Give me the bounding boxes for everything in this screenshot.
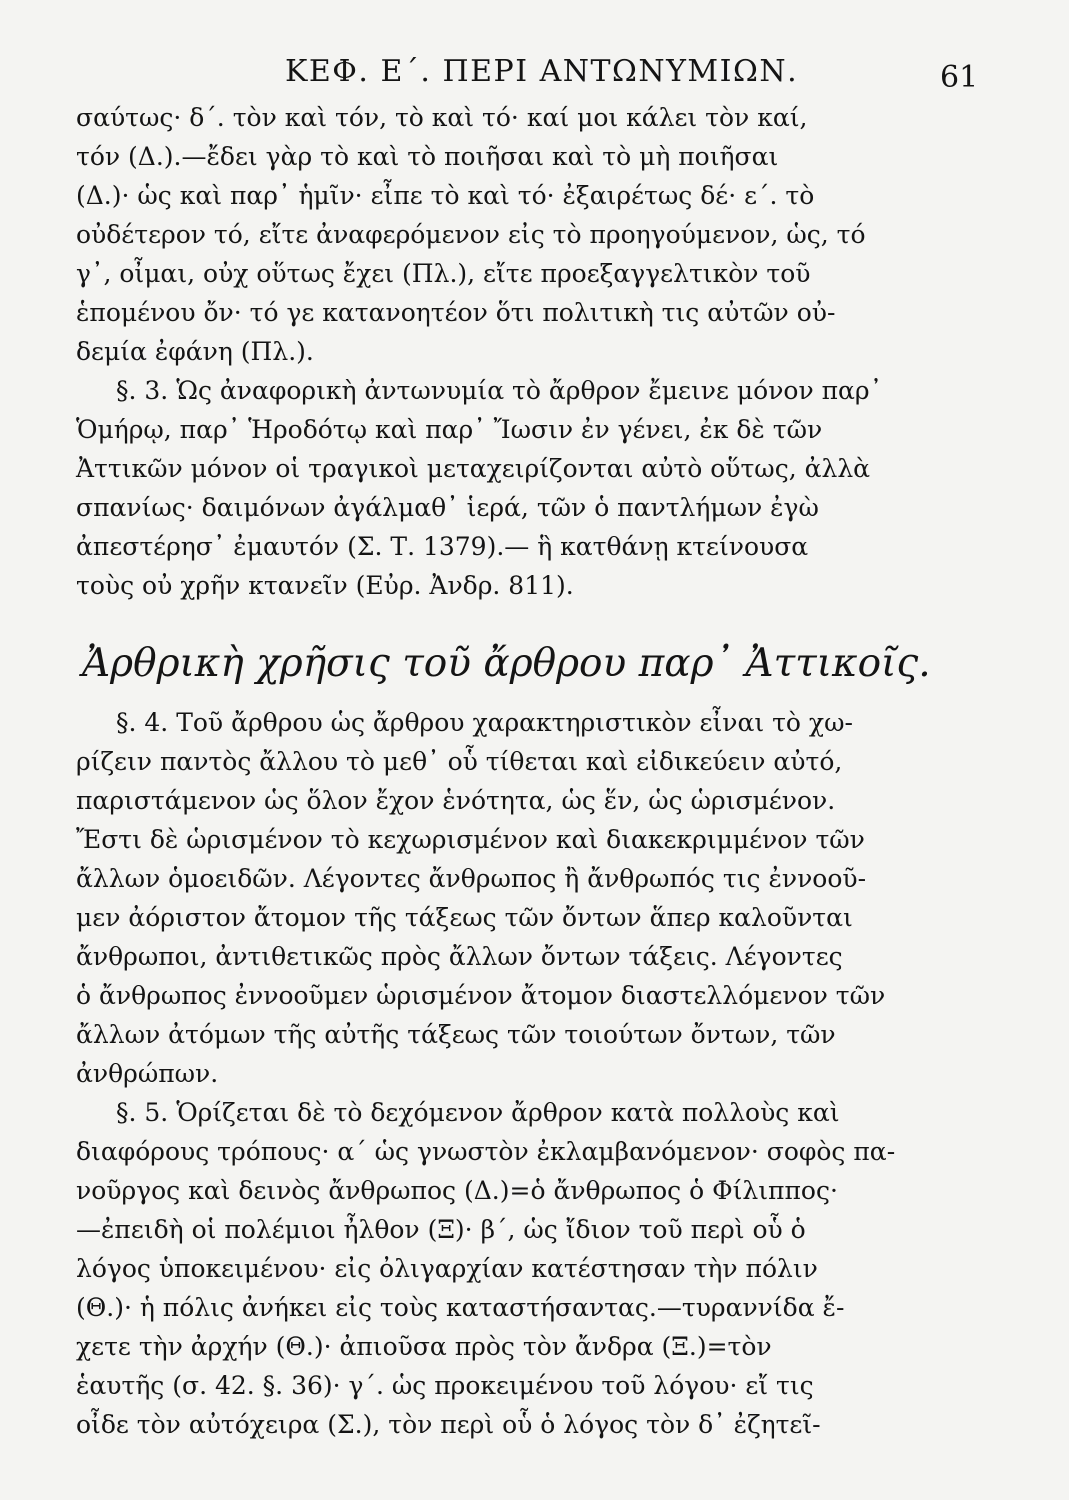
text-line: οὐδέτερον τό, εἴτε ἀναφερόμενον εἰς τὸ προηγούμενον, ὡς, τό bbox=[76, 220, 866, 249]
text-line: (Δ.)· ὡς καὶ παρ᾽ ἡμῖν· εἶπε τὸ καὶ τό· ἐξαιρέτως δέ· ε΄. τὸ bbox=[76, 181, 815, 210]
text-line: Ἔστι δὲ ὡρισμένον τὸ κεχωρισμένον καὶ διακεκριμμένον τῶν bbox=[76, 825, 865, 854]
page-number: 61 bbox=[940, 60, 979, 95]
text-line: δεμία ἐφάνη (Πλ.). bbox=[76, 337, 314, 366]
body-text-part2 bbox=[76, 703, 976, 1444]
text-line: ἄλλων ἀτόμων τῆς αὐτῆς τάξεως τῶν τοιούτων ὄντων, τῶν bbox=[76, 1020, 836, 1049]
running-title: ΚΕΦ. Ε΄. ΠΕΡΙ ΑΝΤΩΝΥΜΙΩΝ. bbox=[285, 54, 799, 89]
body-text-part1 bbox=[76, 98, 976, 605]
section-heading: Ἀρθρικὴ χρῆσις τοῦ ἄρθρου παρ᾽ Ἀττικοῖς. bbox=[82, 641, 931, 686]
text-line: παριστάμενον ὡς ὅλον ἔχον ἑνότητα, ὡς ἕν, ὡς ὡρισμένον. bbox=[76, 786, 836, 815]
text-line: σαύτως· δ΄. τὸν καὶ τόν, τὸ καὶ τό· καί μοι κάλει τὸν καί, bbox=[76, 103, 808, 132]
text-line: ἄνθρωποι, ἀντιθετικῶς πρὸς ἄλλων ὄντων τάξεις. Λέγοντες bbox=[76, 942, 843, 971]
text-line: ἀνθρώπων. bbox=[76, 1059, 219, 1088]
text-line: ἑπομένου ὄν· τό γε κατανοητέον ὅτι πολιτικὴ τις αὐτῶν οὐ- bbox=[76, 298, 836, 327]
text-line: Ἀττικῶν μόνον οἱ τραγικοὶ μεταχειρίζονται αὐτὸ οὕτως, ἀλλὰ bbox=[76, 454, 871, 483]
text-line: Ὁμήρῳ, παρ᾽ Ἡροδότῳ καὶ παρ᾽ Ἴωσιν ἐν γένει, ἐκ δὲ τῶν bbox=[76, 415, 823, 444]
text-line: λόγος ὑποκειμένου· εἰς ὀλιγαρχίαν κατέστησαν τὴν πόλιν bbox=[76, 1254, 818, 1283]
running-head bbox=[0, 44, 1069, 94]
text-line: ἀπεστέρησ᾽ ἐμαυτόν (Σ. Τ. 1379).— ἣ κατθάνῃ κτείνουσα bbox=[76, 532, 809, 561]
text-line: ὁ ἄνθρωπος ἐννοοῦμεν ὡρισμένον ἄτομον διαστελλόμενον τῶν bbox=[76, 981, 886, 1010]
text-line: (Θ.)· ἡ πόλις ἀνήκει εἰς τοὺς καταστήσαντας.—τυραννίδα ἔ- bbox=[76, 1293, 845, 1322]
text-line: —ἐπειδὴ οἱ πολέμιοι ἦλθον (Ξ)· β΄, ὡς ἴδιον τοῦ περὶ οὗ ὁ bbox=[76, 1215, 806, 1244]
text-line: μεν ἀόριστον ἄτομον τῆς τάξεως τῶν ὄντων ἅπερ καλοῦνται bbox=[76, 903, 853, 932]
text-line: οἶδε τὸν αὐτόχειρα (Σ.), τὸν περὶ οὗ ὁ λόγος τὸν δ᾽ ἐζητεῖ- bbox=[76, 1410, 821, 1439]
text-line: χετε τὴν ἀρχήν (Θ.)· ἀπιοῦσα πρὸς τὸν ἄνδρα (Ξ.)=τὸν bbox=[76, 1332, 772, 1361]
text-line: ἄλλων ὁμοειδῶν. Λέγοντες ἄνθρωπος ἢ ἄνθρωπός τις ἐννοοῦ- bbox=[76, 864, 867, 893]
text-line: τοὺς οὐ χρῆν κτανεῖν (Εὐρ. Ἀνδρ. 811). bbox=[76, 571, 574, 600]
text-line: ρίζειν παντὸς ἄλλου τὸ μεθ᾽ οὗ τίθεται καὶ εἰδικεύειν αὐτό, bbox=[76, 747, 843, 776]
text-line: §. 5. Ὁρίζεται δὲ τὸ δεχόμενον ἄρθρον κατὰ πολλοὺς καὶ bbox=[116, 1098, 840, 1127]
text-line: §. 4. Τοῦ ἄρθρου ὡς ἄρθρου χαρακτηριστικὸν εἶναι τὸ χω- bbox=[116, 708, 853, 737]
text-line: διαφόρους τρόπους· α΄ ὡς γνωστὸν ἐκλαμβανόμενον· σοφὸς πα- bbox=[76, 1137, 896, 1166]
text-line: ἑαυτῆς (σ. 42. §. 36)· γ΄. ὡς προκειμένου τοῦ λόγου· εἴ τις bbox=[76, 1371, 814, 1400]
text-line: τόν (Δ.).—ἔδει γὰρ τὸ καὶ τὸ ποιῆσαι καὶ τὸ μὴ ποιῆσαι bbox=[76, 142, 779, 171]
text-line: γ᾽, οἶμαι, οὐχ οὕτως ἔχει (Πλ.), εἴτε προεξαγγελτικὸν τοῦ bbox=[76, 259, 811, 288]
text-line: νοῦργος καὶ δεινὸς ἄνθρωπος (Δ.)=ὁ ἄνθρωπος ὁ Φίλιππος· bbox=[76, 1176, 838, 1205]
text-line: σπανίως· δαιμόνων ἀγάλμαθ᾽ ἱερά, τῶν ὁ παντλήμων ἐγὼ bbox=[76, 493, 819, 522]
text-line: §. 3. Ὡς ἀναφορικὴ ἀντωνυμία τὸ ἄρθρον ἔμεινε μόνον παρ᾽ bbox=[116, 376, 883, 405]
